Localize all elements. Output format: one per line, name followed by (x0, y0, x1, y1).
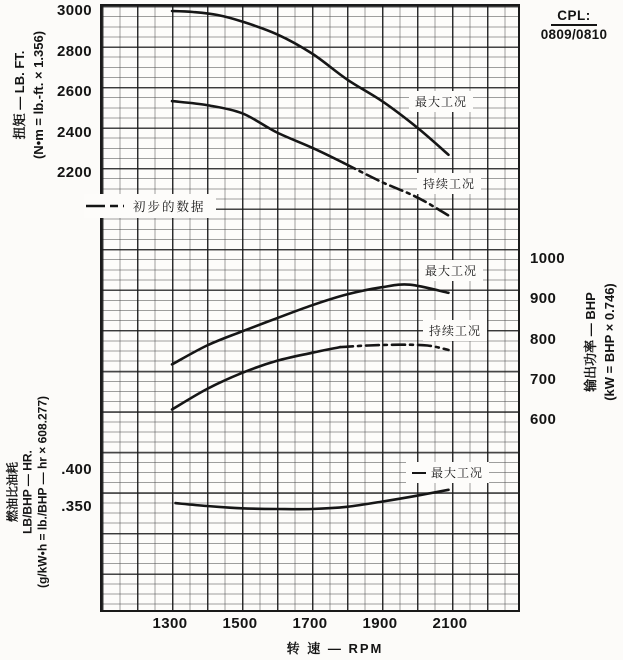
power-axis-title (581, 283, 619, 401)
preliminary-data-legend (84, 194, 216, 218)
torque-axis-title (10, 31, 48, 159)
power-axis-title-line1: 输出功率 — BHP (583, 292, 598, 392)
curve-power-continuous-projected (340, 345, 449, 350)
legend-label: 初步的数据 (133, 200, 206, 214)
x-tick-1700: 1700 (292, 615, 328, 632)
y-tick-fuel-.400: .400 (61, 461, 92, 478)
cpl-badge (534, 7, 614, 42)
x-tick-1500: 1500 (222, 615, 258, 632)
curve-torque-max (172, 11, 449, 155)
y-tick-torque-2600: 2600 (57, 83, 92, 100)
torque-max-curve-label-text: 最大工况 (415, 95, 468, 109)
y-tick-power-800: 800 (530, 330, 557, 348)
x-tick-2100: 2100 (432, 615, 468, 632)
torque-continuous-curve-label (417, 173, 481, 194)
x-tick-1900: 1900 (362, 615, 398, 632)
y-tick-torque-2800: 2800 (57, 42, 92, 60)
y-tick-torque-3000: 3000 (57, 2, 92, 19)
fuel-max-curve-label (406, 462, 489, 483)
y-tick-fuel-.350: .350 (61, 498, 92, 515)
cpl-number: 0809/0810 (540, 27, 608, 42)
torque-continuous-curve-label-text: 持续工况 (423, 177, 476, 191)
y-tick-power-1000: 1000 (530, 250, 565, 267)
y-tick-torque-2400: 2400 (57, 123, 92, 141)
power-max-curve-label (419, 260, 483, 281)
dash-dot-line-icon (86, 203, 124, 209)
curve-power-continuous (172, 347, 340, 409)
torque-axis-title-line1: 扭矩 — LB. FT. (12, 50, 27, 140)
y-tick-power-700: 700 (530, 370, 557, 388)
y-tick-power-600: 600 (530, 411, 557, 428)
fuel-axis-title (6, 396, 51, 588)
power-continuous-curve-label-text: 持续工况 (429, 324, 482, 338)
power-max-curve-label-text: 最大工况 (425, 264, 478, 278)
x-tick-1300: 1300 (152, 615, 188, 632)
fuel-max-curve-label-text: 最大工况 (431, 466, 484, 480)
torque-max-curve-label (409, 91, 473, 112)
curve-fuel-max (176, 490, 449, 509)
cpl-title: CPL: (551, 8, 597, 26)
x-axis-title: 转 速 — RPM (286, 641, 384, 656)
power-axis-title-line2: (kW = BHP × 0.746) (602, 283, 617, 401)
fuel-axis-title-line2: LB/BHP — HR. (20, 450, 35, 534)
power-continuous-curve-label (423, 320, 487, 341)
y-tick-power-900: 900 (530, 290, 557, 308)
curve-torque-continuous (172, 101, 344, 163)
y-tick-torque-2200: 2200 (57, 164, 92, 181)
leader-line-icon (412, 472, 426, 474)
fuel-axis-title-line1: 燃油比油耗 (5, 461, 20, 523)
fuel-axis-title-line3: (g/kW•h = lb./BHP — hr × 608.277) (35, 395, 50, 589)
torque-axis-title-line2: (N•m = lb.-ft. × 1.356) (31, 30, 46, 160)
